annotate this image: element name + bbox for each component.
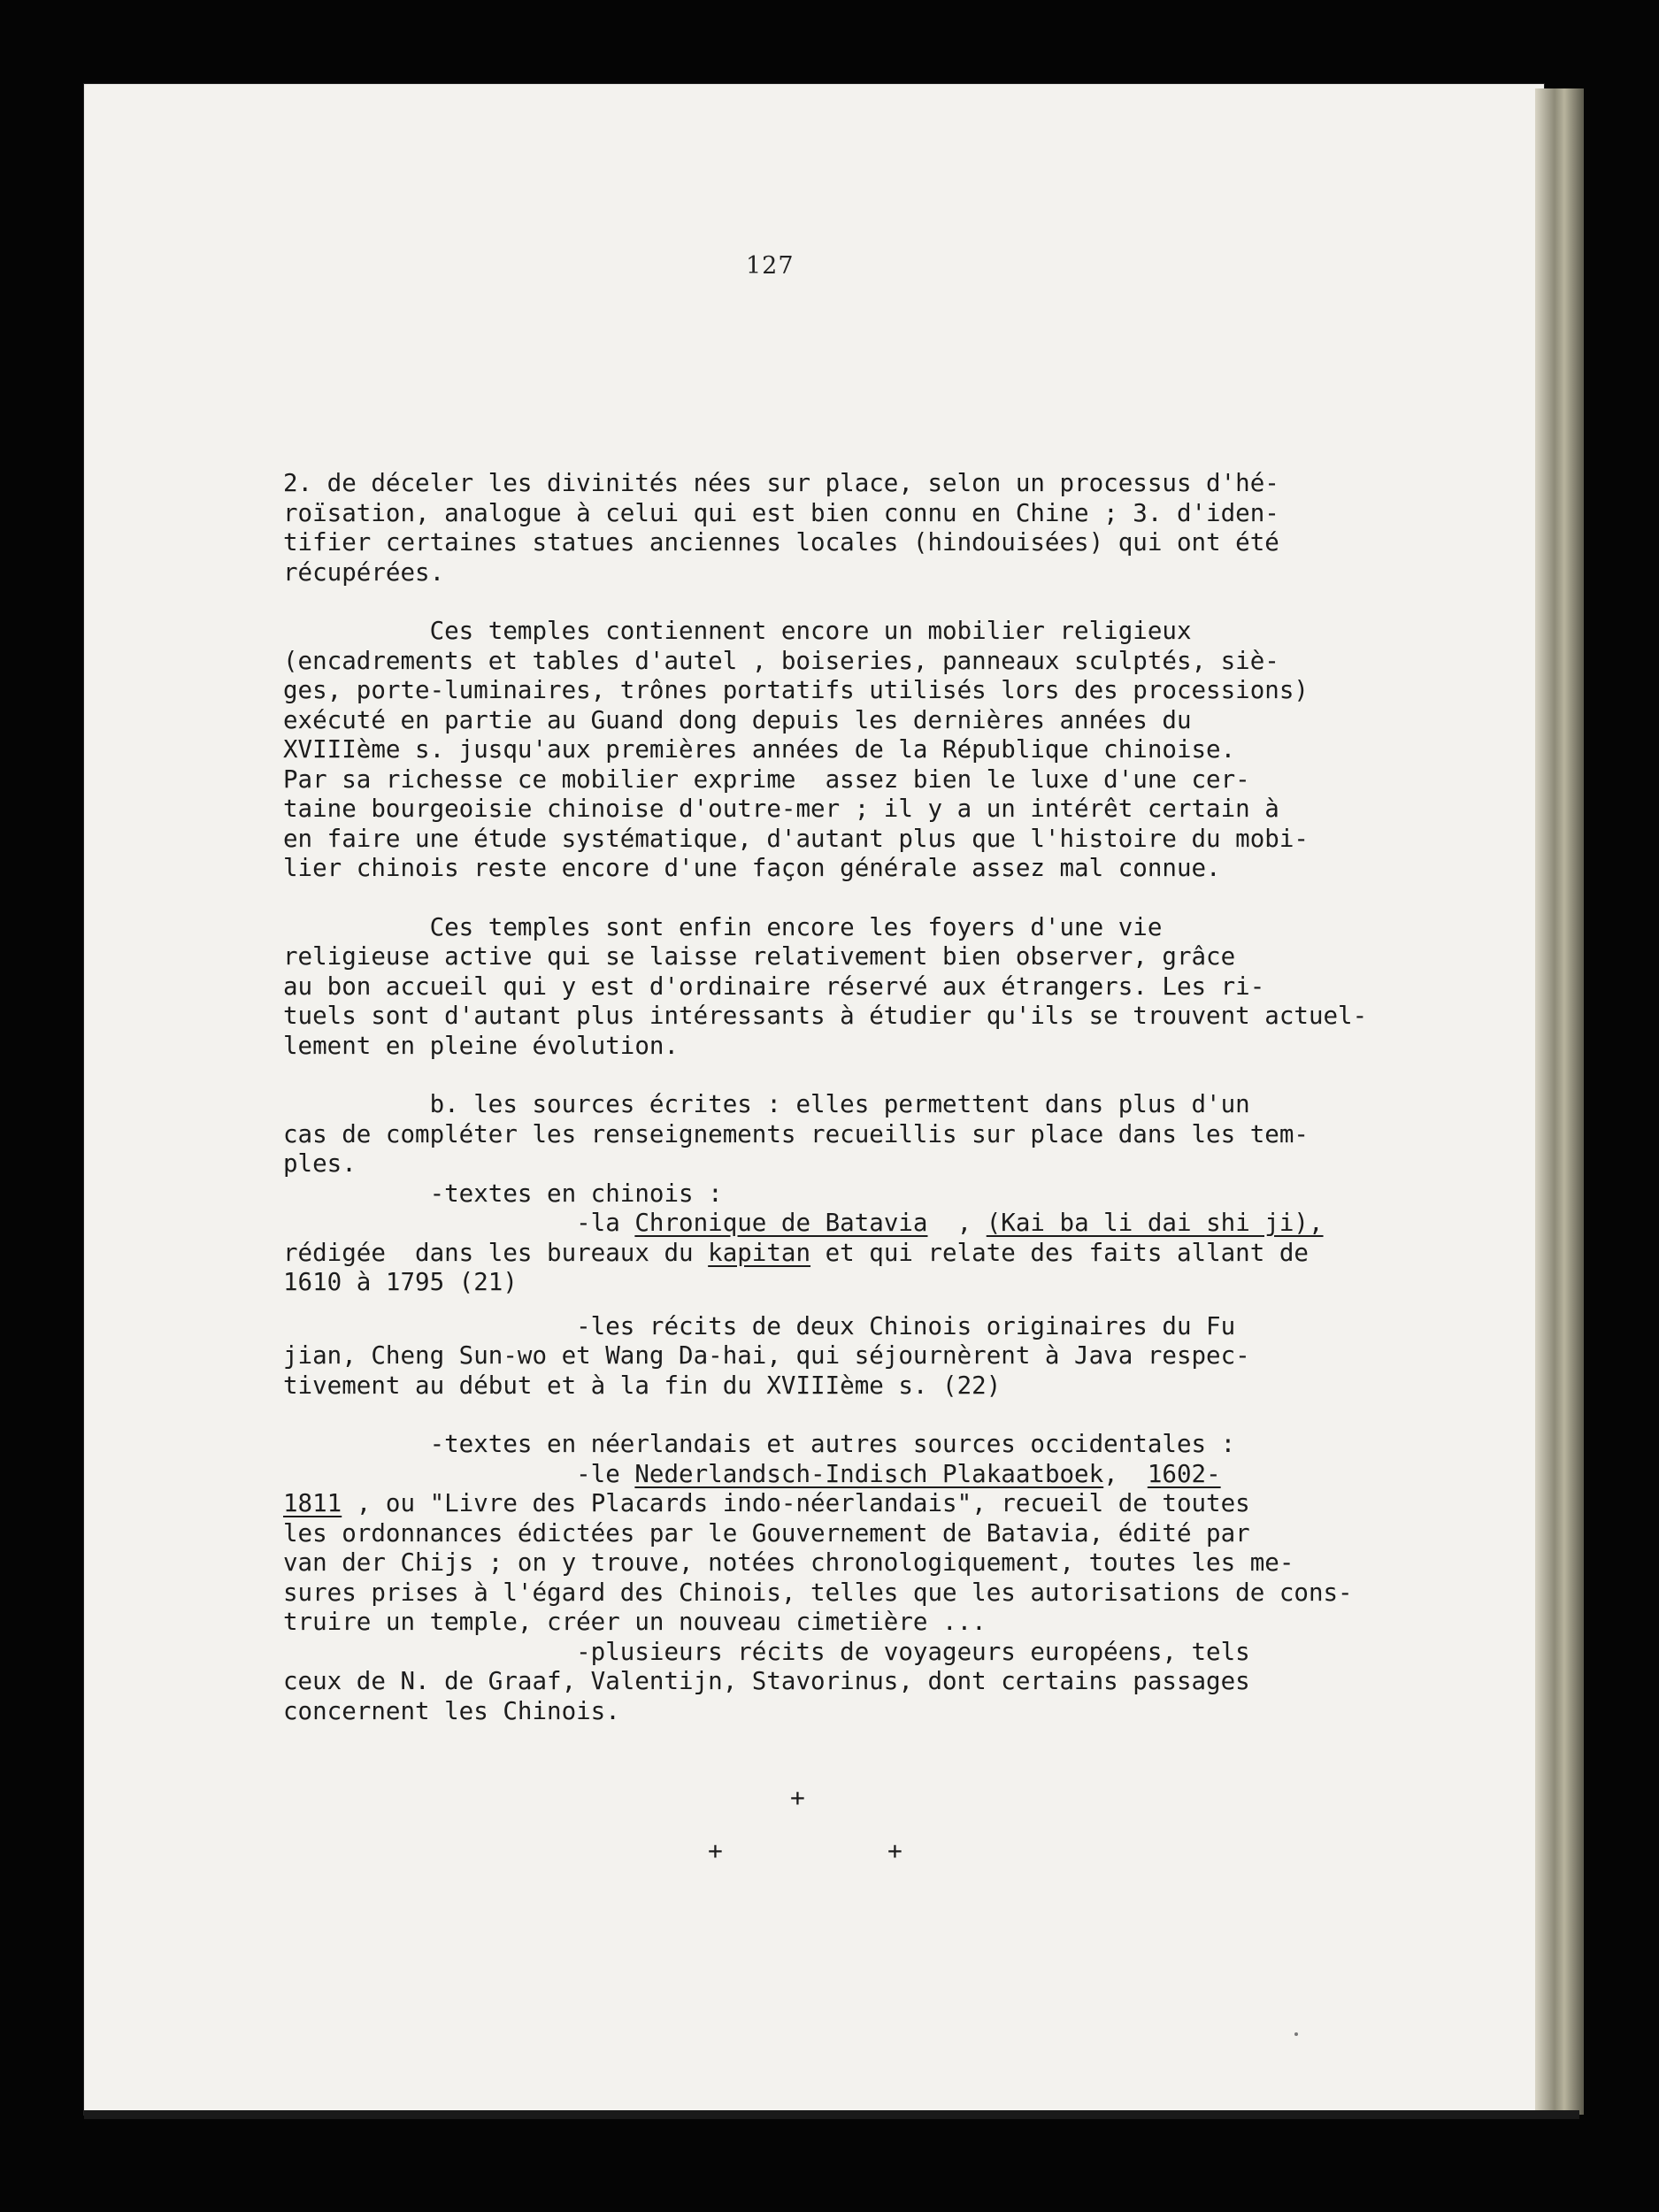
text-line: XVIIIème s. jusqu'aux premières années de la République chinoise. [283,735,1236,764]
page-number: 127 [746,252,795,280]
text-line: ples. [283,1149,357,1178]
kapitan-term: kapitan [708,1238,811,1267]
text-line [283,1209,1380,1239]
date-range-end: 1811 [283,1489,342,1517]
text-run: , ou "Livre des Placards indo-néerlandais", recueil de toutes [342,1489,1250,1517]
text-line: truire un temple, créer un nouveau cimetière ... [283,1608,987,1636]
ornament-plus-left: + [708,1836,723,1865]
text-line: 2. de déceler les divinités nées sur place, selon un processus d'hé- [283,469,1279,497]
chronicle-title: Chronique de Batavia [634,1209,928,1237]
paper-speck [1294,2032,1298,2036]
text-line: -textes en chinois : [283,1179,723,1208]
text-line: roïsation, analogue à celui qui est bien connu en Chine ; 3. d'iden- [283,498,1279,527]
text-line: religieuse active qui se laisse relativement bien observer, grâce [283,942,1236,971]
text-run: et qui relate des faits allant de [810,1238,1309,1267]
ornament-plus-top: + [790,1783,805,1812]
text-line: ges, porte-luminaires, trônes portatifs utilisés lors des processions) [283,676,1309,704]
date-range-start: 1602- [1147,1459,1221,1488]
text-line: -plusieurs récits de voyageurs européens, tels [283,1637,1250,1666]
text-run: , [927,1209,987,1237]
text-line: -les récits de deux Chinois originaires du Fu [283,1311,1236,1340]
text-line: ceux de N. de Graaf, Valentijn, Stavorinus, dont certains passages [283,1667,1250,1695]
text-line [283,1239,1380,1269]
text-line: taine bourgeoisie chinoise d'outre-mer ; il y a un intérêt certain à [283,795,1279,823]
chinese-title: (Kai ba li dai shi ji), [986,1209,1324,1237]
text-line: tifier certaines statues anciennes locales (hindouisées) qui ont été [283,528,1279,557]
text-line: van der Chijs ; on y trouve, notées chronologiquement, toutes les me- [283,1548,1294,1577]
text-run: rédigée dans les bureaux du [283,1238,709,1267]
text-line: b. les sources écrites : elles permettent dans plus d'un [283,1090,1250,1118]
text-line: jian, Cheng Sun-wo et Wang Da-hai, qui séjournèrent à Java respec- [283,1341,1250,1370]
text-run: -la [283,1209,635,1237]
text-line: lier chinois reste encore d'une façon générale assez mal connue. [283,854,1221,882]
text-line: concernent les Chinois. [283,1696,620,1725]
text-line: cas de compléter les renseignements recueillis sur place dans les tem- [283,1119,1309,1148]
text-line: récupérées. [283,557,445,587]
text-run: , [1103,1459,1148,1488]
text-line: -textes en néerlandais et autres sources occidentales : [283,1430,1236,1458]
page-edge [1535,88,1584,2115]
text-line: 1610 à 1795 (21) [283,1268,518,1296]
plakaatboek-title: Nederlandsch-Indisch Plakaatboek [634,1459,1104,1488]
text-line: lement en pleine évolution. [283,1031,680,1060]
text-line: sures prises à l'égard des Chinois, telles que les autorisations de cons- [283,1578,1353,1607]
page-shadow [84,2110,1579,2119]
text-line: au bon accueil qui y est d'ordinaire réservé aux étrangers. Les ri- [283,972,1265,1001]
text-run: -le [283,1459,635,1488]
text-line [283,1489,1380,1519]
ornament-plus-right: + [887,1836,902,1865]
text-line: tivement au début et à la fin du XVIIIème s. (22) [283,1371,1002,1400]
text-line: tuels sont d'autant plus intéressants à étudier qu'ils se trouvent actuel- [283,1002,1368,1030]
text-line: Ces temples contiennent encore un mobilier religieux [283,617,1192,645]
body-text [283,469,1380,1726]
text-line: en faire une étude systématique, d'autant plus que l'histoire du mobi- [283,824,1309,853]
text-line: (encadrements et tables d'autel , boiseries, panneaux sculptés, siè- [283,646,1279,675]
text-line: Ces temples sont enfin encore les foyers d'une vie [283,912,1163,941]
text-line [283,1460,1380,1490]
text-line: exécuté en partie au Guand dong depuis les dernières années du [283,705,1192,734]
text-line: les ordonnances édictées par le Gouvernement de Batavia, édité par [283,1518,1250,1548]
text-line: Par sa richesse ce mobilier exprime assez bien le luxe d'une cer- [283,764,1250,794]
